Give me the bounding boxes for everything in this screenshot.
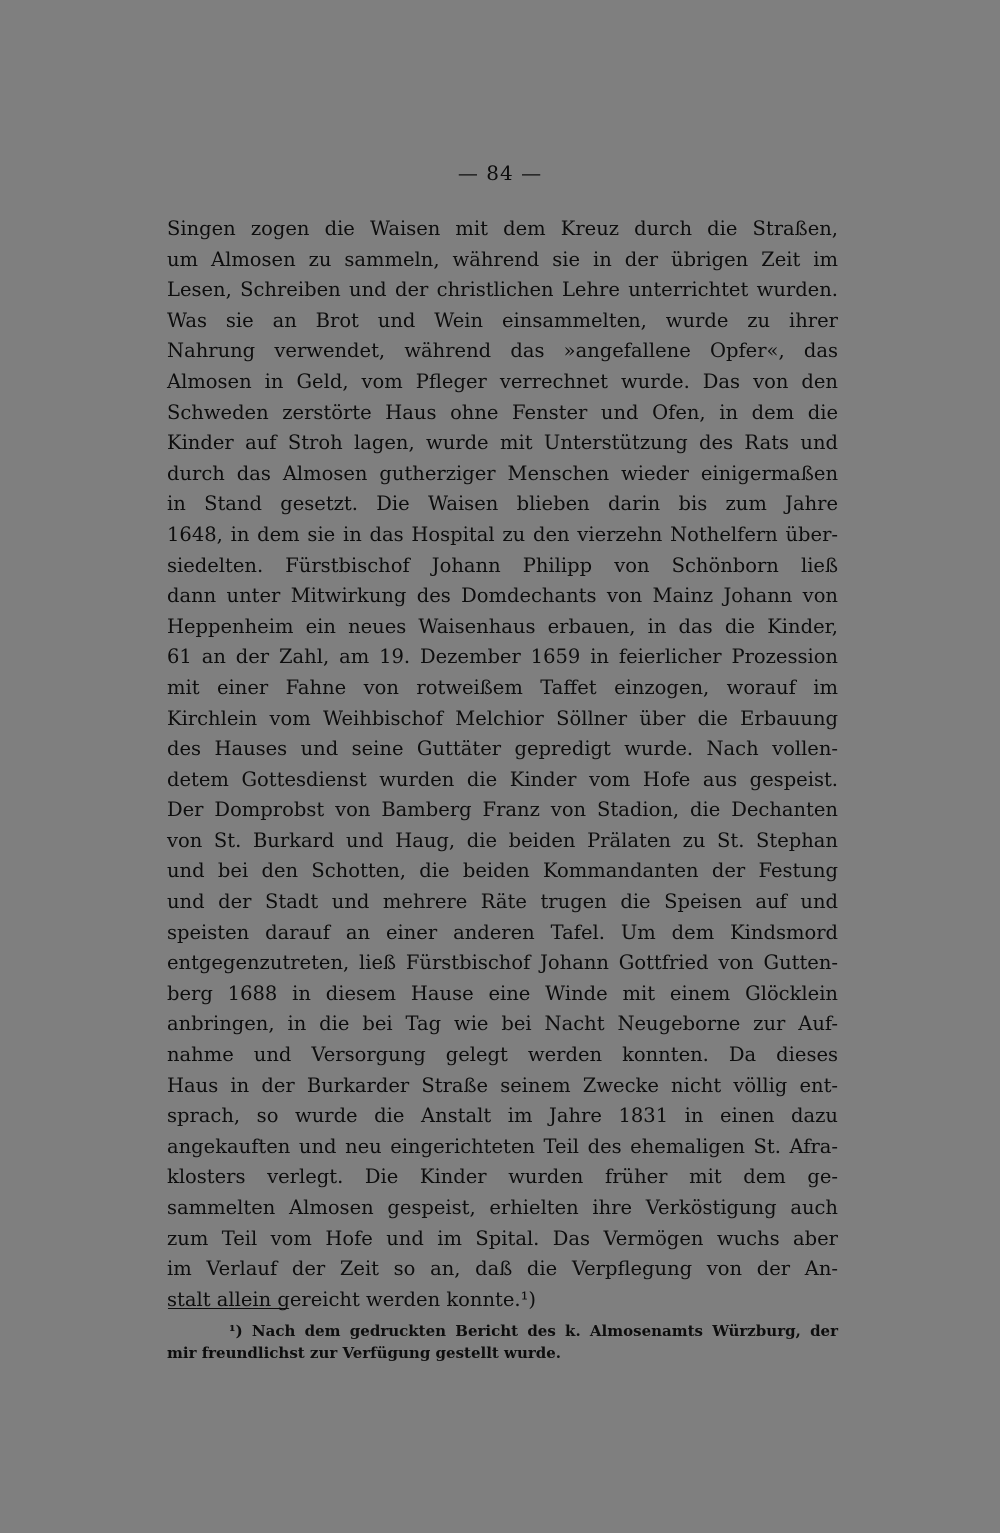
text-line: speisten darauf an einer anderen Tafel. Um dem Kindsmord [167,920,838,944]
text-line: zum Teil vom Hofe und im Spital. Das Vermögen wuchs aber [167,1226,838,1250]
text-line: und der Stadt und mehrere Räte trugen die Speisen auf und [167,890,838,914]
text-line: nahme und Versorgung gelegt werden konnten. Da dieses [167,1043,838,1067]
text-line: Nahrung verwendet, während das »angefallene Opfer«, das [167,339,838,363]
footnote-line: mir freundlichst zur Verfügung gestellt wurde. [167,1344,562,1362]
text-line: 1648, in dem sie in das Hospital zu den vierzehn Nothelfern über- [167,522,838,546]
text-line: sammelten Almosen gespeist, erhielten ihre Verköstigung auch [167,1196,838,1219]
text-line: angekauften und neu eingerichteten Teil des ehemaligen St. Afra- [167,1134,838,1158]
text-line: Almosen in Geld, vom Pfleger verrechnet wurde. Das von den [167,369,838,393]
text-line: mit einer Fahne von rotweißem Taffet einzogen, worauf im [167,675,838,699]
text-line: Haus in der Burkarder Straße seinem Zwecke nicht völlig ent- [167,1073,838,1097]
text-line: dann unter Mitwirkung des Domdechants von Mainz Johann von [167,584,838,608]
text-line: von St. Burkard und Haug, die beiden Prälaten zu St. Stephan [167,828,838,852]
text-line: Lesen, Schreiben und der christlichen Lehre unterrichtet wurden. [167,278,838,302]
text-line: Singen zogen die Waisen mit dem Kreuz durch die Straßen, [167,217,838,240]
text-line: um Almosen zu sammeln, während sie in der übrigen Zeit im [167,247,838,271]
text-line: 61 an der Zahl, am 19. Dezember 1659 in feierlicher Prozession [167,645,838,669]
text-line: detem Gottesdienst wurden die Kinder vom Hofe aus gespeist. [167,767,838,791]
text-line: und bei den Schotten, die beiden Kommandanten der Festung [167,859,838,883]
text-line: sprach, so wurde die Anstalt im Jahre 1831 in einen dazu [167,1104,838,1128]
text-line: Was sie an Brot und Wein einsammelten, wurde zu ihrer [167,308,838,332]
text-line: durch das Almosen gutherziger Menschen wieder einigermaßen [167,461,838,485]
text-line: in Stand gesetzt. Die Waisen blieben darin bis zum Jahre [167,492,838,516]
text-line: Kinder auf Stroh lagen, wurde mit Unterstützung des Rats und [167,431,838,455]
text-line: Kirchlein vom Weihbischof Melchior Söllner über die Erbauung [167,706,838,730]
footnote-line: ¹) Nach dem gedruckten Bericht des k. Almosenamts Würzburg, der [229,1322,838,1340]
text-line: berg 1688 in diesem Hause eine Winde mit einem Glöcklein [167,981,838,1005]
text-line: Schweden zerstörte Haus ohne Fenster und Ofen, in dem die [167,400,838,424]
body-text [167,214,838,1315]
text-line: des Hauses und seine Guttäter gepredigt wurde. Nach vollen- [167,737,838,761]
text-line: klosters verlegt. Die Kinder wurden früher mit dem ge- [167,1165,838,1189]
footnotes [167,1320,838,1364]
text-line: Der Domprobst von Bamberg Franz von Stadion, die Dechanten [167,798,838,822]
footnote-rule [168,1308,289,1309]
page-number: — 84 — [457,161,543,185]
text-line: anbringen, in die bei Tag wie bei Nacht Neugeborne zur Auf- [167,1012,838,1036]
text-line: Heppenheim ein neues Waisenhaus erbauen, in das die Kinder, [167,614,838,638]
text-line: stalt allein gereicht werden konnte.¹) [167,1287,537,1311]
text-line: im Verlauf der Zeit so an, daß die Verpflegung von der An- [167,1257,838,1281]
text-line: entgegenzutreten, ließ Fürstbischof Johann Gottfried von Gutten- [167,951,838,975]
text-line: siedelten. Fürstbischof Johann Philipp von Schönborn ließ [167,553,838,577]
